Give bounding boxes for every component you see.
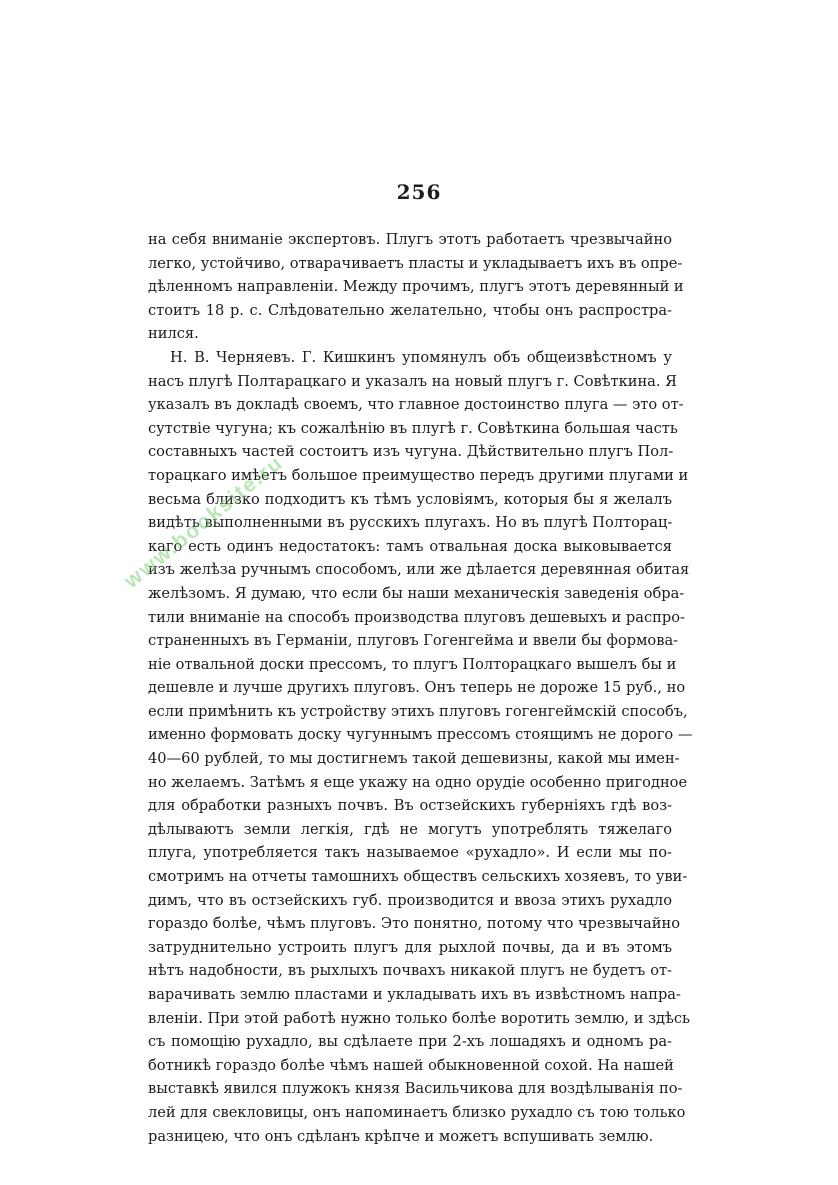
text-line: каго есть одинъ недостатокъ: тамъ отвальная доска выковывается [148,537,672,555]
text-line: димъ, что въ остзейскихъ губ. производится и ввоза этихъ рухадло [148,891,672,909]
text-line: именно формовать доску чугуннымъ прессомъ стоящимъ не дорого — [148,726,693,744]
text-line: 40—60 рублей, то мы достигнемъ такой дешевизны, какой мы имен- [148,750,680,768]
text-line: торацкаго имѣетъ большое преимущество передъ другими плугами и [148,466,689,484]
text-line: гораздо болѣе, чѣмъ плуговъ. Это понятно, потому что чрезвычайно [148,915,681,933]
text-line: разницею, что онъ сдѣланъ крѣпче и можетъ вспушивать землю. [148,1127,654,1145]
paragraph-2 [148,346,693,1148]
text-line: затруднительно устроить плугъ для рыхлой почвы, да и въ этомъ [148,938,672,956]
text-line: лей для свекловицы, онъ напоминаетъ близко рухадло съ тою только [148,1103,686,1121]
text-line: ботникѣ гораздо болѣе чѣмъ нашей обыкновенной сохой. На нашей [148,1056,674,1074]
text-line: легко, устойчиво, отварачиваетъ пласты и укладываетъ ихъ въ опре- [148,254,683,272]
text-line: тили вниманіе на способъ производства плуговъ дешевыхъ и распро- [148,608,685,626]
text-line: Н. В. Черняевъ. Г. Кишкинъ упомянулъ объ общеизвѣстномъ у [170,348,672,366]
paragraph-1 [148,228,684,346]
text-line: желѣзомъ. Я думаю, что если бы наши механическія заведенія обра- [148,584,685,602]
text-line: стоитъ 18 р. с. Слѣдовательно желательно, чтобы онъ распростра- [148,301,672,319]
text-line: на себя вниманіе экспертовъ. Плугъ этотъ работаетъ чрезвычайно [148,231,672,248]
text-line: если примѣнить къ устройству этихъ плуговъ гогенгеймскій способъ, [148,702,688,720]
text-line: весьма близко подходитъ къ тѣмъ условіямъ, которыя бы я желалъ [148,490,672,508]
text-line: дѣлываютъ земли легкія, гдѣ не могутъ употреблять тяжелаго [148,820,672,838]
text-line: дѣленномъ направленіи. Между прочимъ, плугъ этотъ деревянный и [148,278,684,296]
text-line: съ помощію рухадло, вы сдѣлаете при 2-хъ лошадяхъ и одномъ ра- [148,1033,672,1051]
text-line: нѣтъ надобности, въ рыхлыхъ почвахъ никакой плугъ не будетъ от- [148,962,672,980]
text-line: вленіи. При этой работѣ нужно только болѣе воротить землю, и здѣсь [148,1009,690,1027]
text-line: дешевле и лучше другихъ плуговъ. Онъ теперь не дороже 15 руб., но [148,679,686,697]
watermark: www.booksite.ru [120,450,288,593]
text-line: насъ плугѣ Полтарацкаго и указалъ на новый плугъ г. Совѣткина. Я [148,372,677,390]
text-line: выставкѣ явился плужокъ князя Васильчикова для воздѣлыванія по- [148,1080,683,1098]
text-line: нился. [148,325,199,343]
text-line: составныхъ частей состоитъ изъ чугуна. Дѣйствительно плугъ Пол- [148,443,674,461]
text-line: ніе отвальной доски прессомъ, то плугъ Полторацкаго вышелъ бы и [148,655,677,673]
text-line: указалъ въ докладѣ своемъ, что главное достоинство плуга — это от- [148,396,684,414]
text-line: плуга, употребляется такъ называемое «рухадло». И если мы по- [148,844,672,862]
text-line: видѣть выполненными въ русскихъ плугахъ. Но въ плугѣ Полторац- [148,514,673,532]
text-line: но желаемъ. Затѣмъ я еще укажу на одно орудіе особенно пригодное [148,773,688,791]
page-number: 256 [396,180,442,204]
text-line: для обработки разныхъ почвъ. Въ остзейскихъ губерніяхъ гдѣ воз- [148,797,672,815]
text-line: изъ желѣза ручнымъ способомъ, или же дѣлается деревянная обитая [148,561,690,579]
text-line: страненныхъ въ Германіи, плуговъ Гогенгейма и ввели бы формова- [148,632,679,650]
text-line: сутствіе чугуна; къ сожалѣнію въ плугѣ г. Совѣткина большая часть [148,419,678,437]
text-line: смотримъ на отчеты тамошнихъ обществъ сельскихъ хозяевъ, то уви- [148,868,688,886]
body-text [148,228,693,1148]
text-line: варачивать землю пластами и укладывать ихъ въ извѣстномъ напра- [148,986,681,1003]
